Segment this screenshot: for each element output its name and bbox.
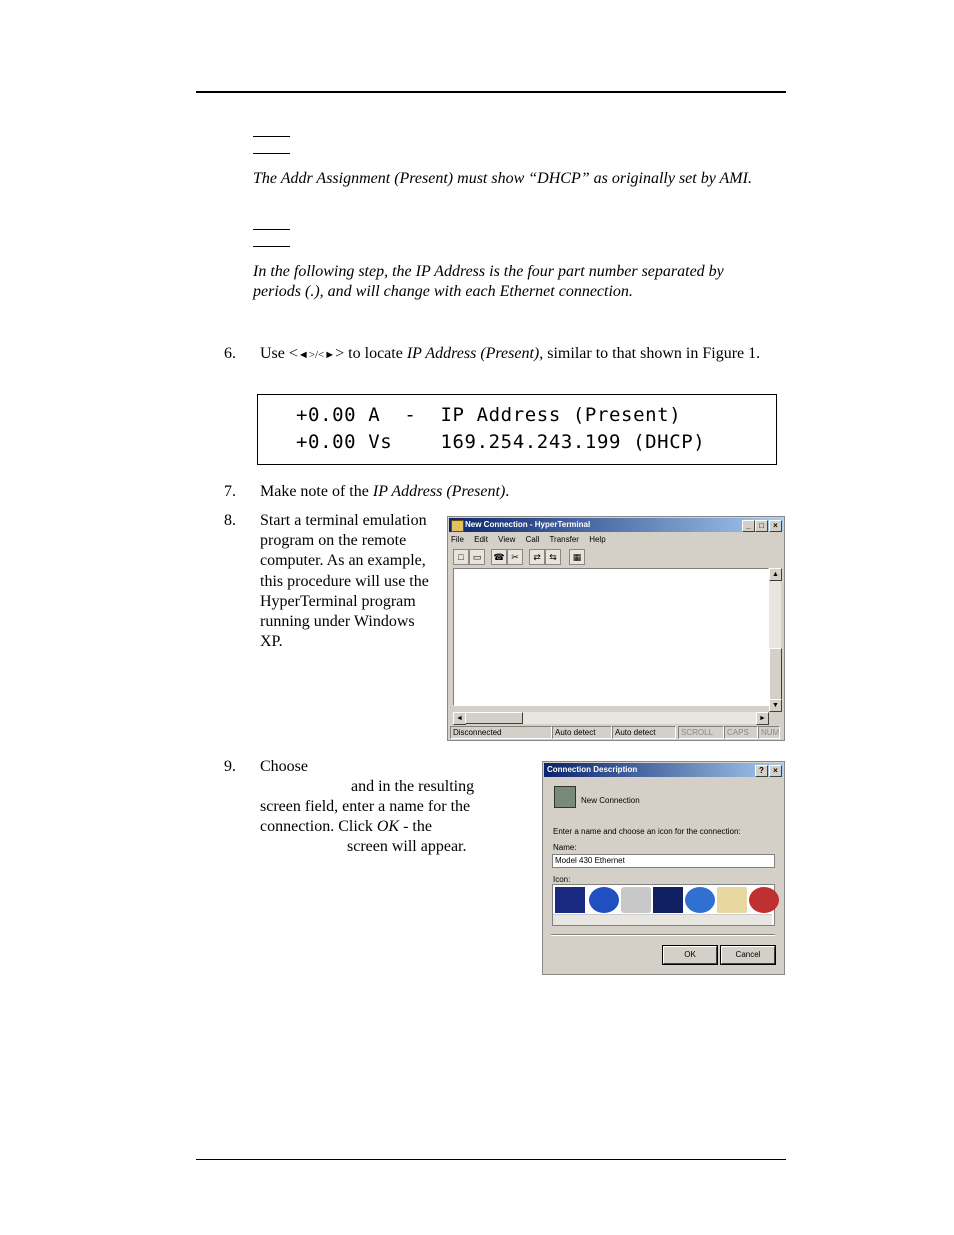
step-text-line: screen will appear. [347,838,467,855]
close-button[interactable]: × [769,765,782,777]
help-button[interactable]: ? [755,765,768,777]
menu-view[interactable]: View [498,535,516,544]
step-text-part: - the [399,818,432,835]
connection-label: New Connection [581,796,640,805]
step-text-part: connection. Click [260,818,377,835]
title-bar [544,763,783,777]
title-bar [449,518,783,532]
maximize-button[interactable]: □ [755,520,768,532]
red-phone-icon[interactable] [555,887,585,913]
status-detect: Auto detect [612,726,676,739]
icon-list[interactable] [552,884,775,926]
lcd-display [257,394,777,465]
horizontal-scrollbar[interactable] [453,712,769,724]
step-text [260,482,780,502]
name-label: Name: [553,843,577,852]
step-number: 8. [224,512,236,529]
note-rule [253,246,290,247]
step-text-italic: OK [376,818,400,835]
step-text-line: Choose [260,758,308,775]
step-number: 9. [224,758,236,775]
status-bar [450,726,782,738]
new-document-icon[interactable]: □ [453,549,469,565]
scroll-up-arrow-icon[interactable]: ▲ [769,568,782,581]
scroll-down-arrow-icon[interactable]: ▼ [769,699,782,712]
status-caps: CAPS [724,726,758,739]
send-icon[interactable]: ⇄ [529,549,545,565]
step-text [260,344,790,365]
note-text: In the following step, the IP Address is the four part number separated by periods (.), and will change with each Ethernet connection. [253,263,724,300]
scroll-right-arrow-icon[interactable]: ► [756,712,769,725]
step-text [260,757,530,857]
scroll-thumb[interactable] [465,712,523,724]
window-title: New Connection - HyperTerminal [465,520,591,529]
network-globe-icon[interactable] [685,887,715,913]
step-text-part: Make note of the [260,483,373,500]
step-text-part: Use < [260,345,298,362]
step-text: Start a terminal emulation program on the remote computer. As an example, this procedure will use the HyperTerminal program running under Windows XP. [260,512,429,651]
footer-rule [196,1159,786,1160]
document-icon[interactable] [717,887,747,913]
connect-phone-icon[interactable]: ☎ [491,549,507,565]
step-number: 6. [224,345,236,362]
status-num: NUM [758,726,780,739]
status-scroll: SCROLL [678,726,724,739]
arrow-keys-icon: ◄>/<► [297,349,336,361]
phone-handset-icon[interactable] [749,887,779,913]
toolbar [451,548,781,565]
hyperterminal-window [447,516,785,741]
vertical-scrollbar[interactable] [769,568,781,712]
icon-scrollbar[interactable] [553,914,772,925]
header-rule [196,91,786,93]
step-text-part: > to locate [335,345,407,362]
name-field[interactable]: Model 430 Ethernet [552,854,775,868]
menu-help[interactable]: Help [589,535,606,544]
step-text-part: , similar to that shown in Figure 1. [539,345,761,362]
note-rule [253,153,290,154]
menu-file[interactable]: File [451,535,464,544]
globe-icon[interactable] [589,887,619,913]
properties-icon[interactable]: ▦ [569,549,585,565]
icon-label: Icon: [553,875,571,884]
status-detect: Auto detect [552,726,612,739]
menu-transfer[interactable]: Transfer [549,535,579,544]
menu-edit[interactable]: Edit [474,535,488,544]
ok-button[interactable]: OK [663,946,717,964]
step-number: 7. [224,483,236,500]
terminal-area[interactable] [453,568,769,706]
scroll-thumb[interactable] [769,648,782,702]
lcd-line-1: +0.00 A - IP Address (Present) [296,404,682,426]
minimize-button[interactable]: _ [742,520,755,532]
lcd-line-2: +0.00 Vs 169.254.243.199 (DHCP) [296,431,706,453]
step-text-part: . [505,483,510,500]
disconnect-icon[interactable]: ✂ [507,549,523,565]
dialog-separator [551,934,775,936]
step-text-line: and in the resulting [351,778,475,795]
note-text: The Addr Assignment (Present) must show “DHCP” as originally set by AMI. [253,170,752,187]
app-icon [451,520,464,532]
step-text-italic: IP Address (Present) [372,483,506,500]
prompt-text: Enter a name and choose an icon for the connection: [553,827,741,836]
menu-call[interactable]: Call [525,535,540,544]
mci-icon[interactable] [653,887,683,913]
scroll-left-arrow-icon[interactable]: ◄ [453,712,466,725]
dialog-title: Connection Description [547,765,638,774]
menu-bar [451,534,614,546]
connection-description-dialog [542,761,785,975]
note-rule [253,229,290,230]
receive-icon[interactable]: ⇆ [545,549,561,565]
step-text-line: screen field, enter a name for the [260,798,471,815]
note-rule [253,136,290,137]
step-text-italic: IP Address (Present) [406,345,540,362]
cancel-button[interactable]: Cancel [721,946,775,964]
close-button[interactable]: × [769,520,782,532]
new-connection-icon [554,786,576,808]
fax-icon[interactable] [621,887,651,913]
status-connection: Disconnected [450,726,552,739]
step-text-line [260,817,530,837]
open-folder-icon[interactable]: ▭ [469,549,485,565]
